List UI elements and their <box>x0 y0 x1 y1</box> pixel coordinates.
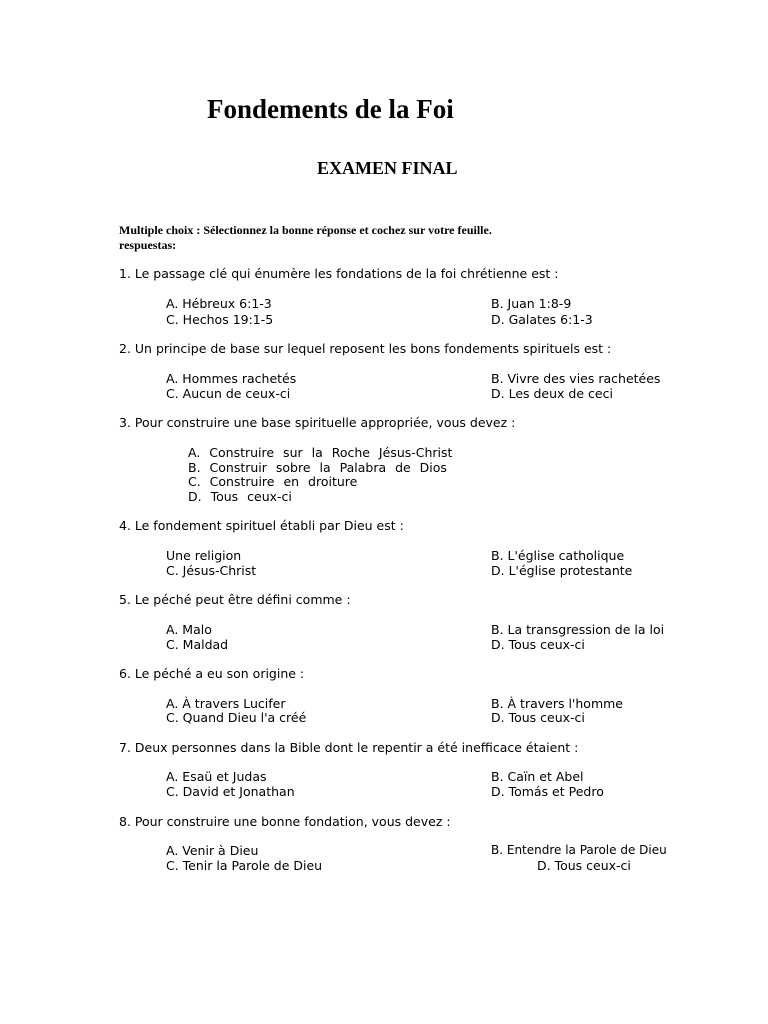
question-8-option-a: A. Venir à Dieu <box>166 843 259 858</box>
question-2-option-a: A. Hommes rachetés <box>166 371 297 386</box>
question-8-option-b: B. Entendre la Parole de Dieu <box>491 843 667 857</box>
question-4: 4. Le fondement spirituel établi par Dieu est : <box>119 518 404 533</box>
question-3-option-b: B. Construir sobre la Palabra de Dios <box>188 460 447 475</box>
question-2-option-b: B. Vivre des vies rachetées <box>491 371 661 386</box>
page-title: Fondements de la Foi <box>207 94 454 124</box>
exam-subtitle: EXAMEN FINAL <box>317 158 458 178</box>
question-6-option-c: C. Quand Dieu l'a créé <box>166 710 307 725</box>
question-3-option-d: D. Tous ceux-ci <box>188 489 292 504</box>
question-3-option-a: A. Construire sur la Roche Jésus-Christ <box>188 445 453 460</box>
question-6-option-d: D. Tous ceux-ci <box>491 710 585 725</box>
question-3-option-c: C. Construire en droiture <box>188 474 358 489</box>
question-8-option-c: C. Tenir la Parole de Dieu <box>166 858 323 873</box>
question-4-option-b: B. L'église catholique <box>491 548 625 563</box>
question-1-option-c: C. Hechos 19:1-5 <box>166 312 274 327</box>
question-2-option-c: C. Aucun de ceux-ci <box>166 386 291 401</box>
question-1-option-d: D. Galates 6:1-3 <box>491 312 593 327</box>
question-5-option-c: C. Maldad <box>166 637 229 652</box>
question-3: 3. Pour construire une base spirituelle appropriée, vous devez : <box>119 415 516 430</box>
question-7-option-c: C. David et Jonathan <box>166 784 295 799</box>
question-5-option-a: A. Malo <box>166 622 212 637</box>
question-2: 2. Un principe de base sur lequel reposent les bons fondements spirituels est : <box>119 341 612 356</box>
question-8: 8. Pour construire une bonne fondation, vous devez : <box>119 814 451 829</box>
question-5-option-d: D. Tous ceux-ci <box>491 637 585 652</box>
question-1: 1. Le passage clé qui énumère les fondations de la foi chrétienne est : <box>119 266 559 281</box>
question-8-option-d: D. Tous ceux-ci <box>537 858 631 873</box>
question-7-option-a: A. Esaü et Judas <box>166 769 267 784</box>
question-6: 6. Le péché a eu son origine : <box>119 666 305 681</box>
instructions-line-2: respuestas: <box>119 238 177 252</box>
question-1-option-b: B. Juan 1:8-9 <box>491 296 572 311</box>
question-6-option-b: B. À travers l'homme <box>491 696 623 711</box>
instructions <box>119 223 492 253</box>
question-4-option-d: D. L'église protestante <box>491 563 633 578</box>
question-1-option-a: A. Hébreux 6:1-3 <box>166 296 272 311</box>
instructions-line-1: Multiple choix : Sélectionnez la bonne réponse et cochez sur votre feuille. <box>119 223 492 237</box>
question-4-option-c: C. Jésus-Christ <box>166 563 257 578</box>
question-5-option-b: B. La transgression de la loi <box>491 622 665 637</box>
question-7: 7. Deux personnes dans la Bible dont le repentir a été inefficace étaient : <box>119 740 579 755</box>
question-5: 5. Le péché peut être défini comme : <box>119 592 351 607</box>
question-7-option-b: B. Caïn et Abel <box>491 769 584 784</box>
question-4-option-a: Une religion <box>166 548 242 563</box>
question-6-option-a: A. À travers Lucifer <box>166 696 286 711</box>
question-7-option-d: D. Tomás et Pedro <box>491 784 604 799</box>
question-2-option-d: D. Les deux de ceci <box>491 386 613 401</box>
